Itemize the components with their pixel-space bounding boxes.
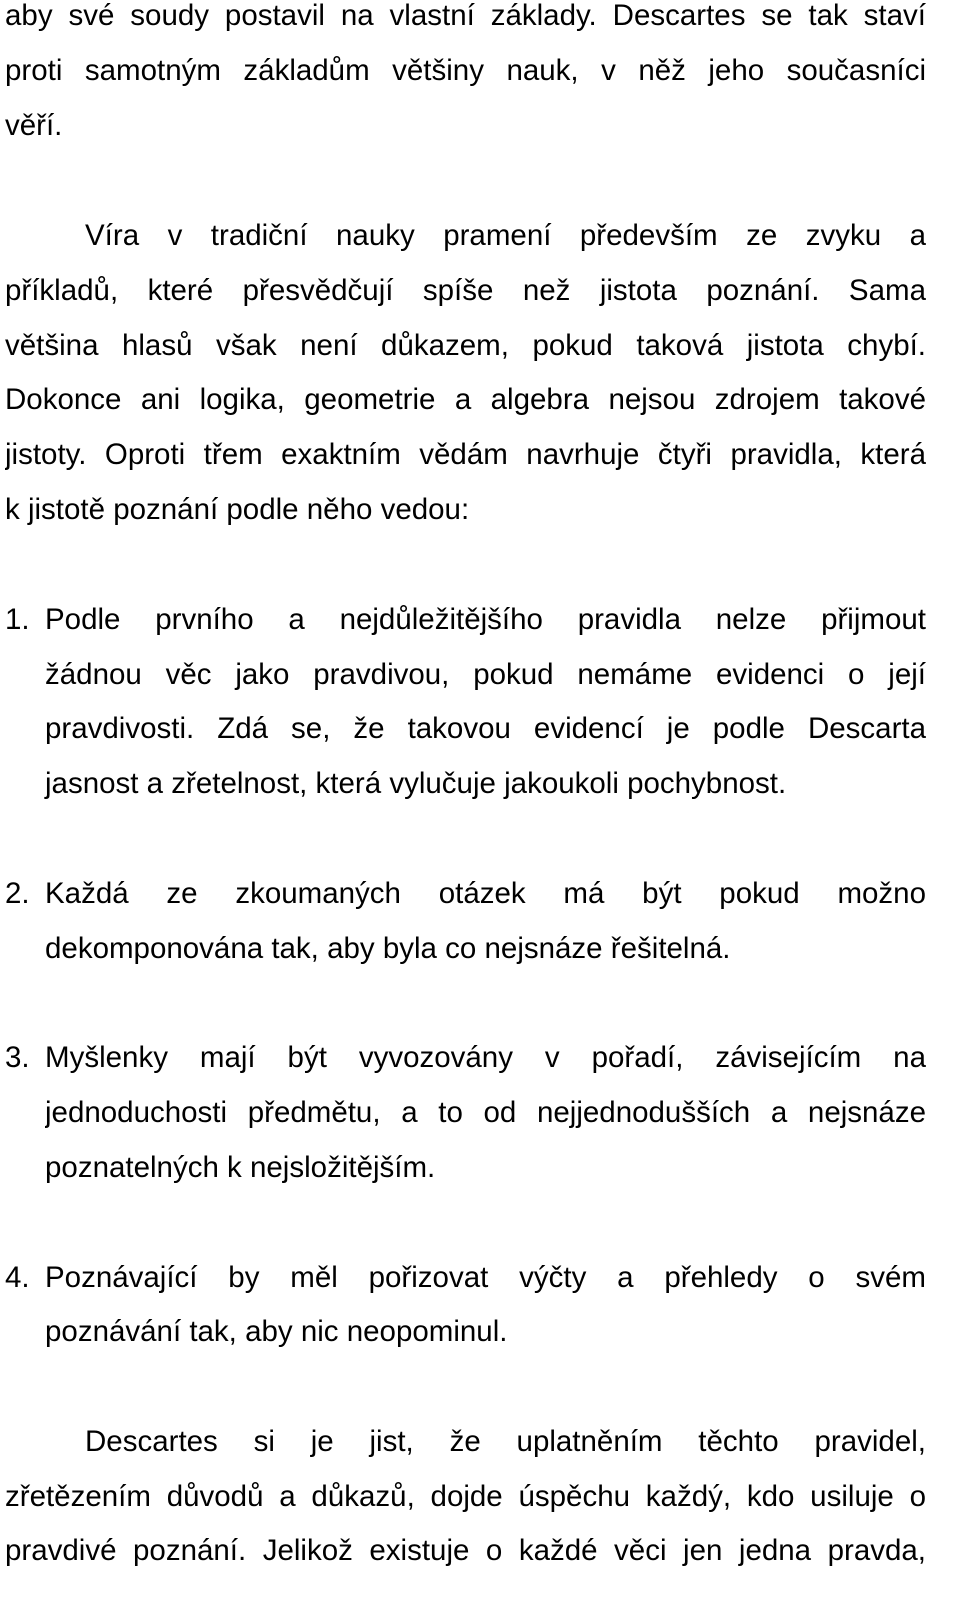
rule-number: 1.	[5, 603, 30, 636]
rule-line: Myšlenky mají být vyvozovány v pořadí, závisejícím na	[45, 1041, 926, 1074]
paragraph-line: příkladů, které přesvědčují spíše než jistota poznání. Sama	[5, 274, 926, 307]
intro-line: aby své soudy postavil na vlastní základy. Descartes se tak staví	[5, 0, 926, 32]
intro-line: věří.	[5, 109, 63, 142]
rule-line: Poznávající by měl pořizovat výčty a přehledy o svém	[45, 1261, 926, 1294]
paragraph-line: většina hlasů však není důkazem, pokud taková jistota chybí.	[5, 329, 926, 362]
intro-line: proti samotným základům většiny nauk, v něž jeho současníci	[5, 54, 926, 87]
rule-line: poznávání tak, aby nic neopominul.	[45, 1315, 508, 1348]
rule-number: 2.	[5, 877, 30, 910]
document-page	[5, 0, 926, 1621]
paragraph-line: k jistotě poznání podle něho vedou:	[5, 493, 470, 526]
rule-line: jednoduchosti předmětu, a to od nejjednodušších a nejsnáze	[45, 1096, 926, 1129]
paragraph-line: Víra v tradiční nauky pramení především ze zvyku a	[85, 219, 926, 252]
rule-line: žádnou věc jako pravdivou, pokud nemáme evidenci o její	[45, 658, 926, 691]
rule-line: Každá ze zkoumaných otázek má být pokud možno	[45, 877, 926, 910]
paragraph-line: Descartes si je jist, že uplatněním těchto pravidel,	[85, 1425, 926, 1458]
rule-line: poznatelných k nejsložitějším.	[45, 1151, 436, 1184]
rule-line: pravdivosti. Zdá se, že takovou evidencí je podle Descarta	[45, 712, 926, 745]
paragraph-line: jistoty. Oproti třem exaktním vědám navrhuje čtyři pravidla, která	[5, 438, 926, 471]
rule-line: Podle prvního a nejdůležitějšího pravidla nelze přijmout	[45, 603, 926, 636]
rule-number: 4.	[5, 1261, 30, 1294]
rule-number: 3.	[5, 1041, 30, 1074]
paragraph-line: Dokonce ani logika, geometrie a algebra nejsou zdrojem takové	[5, 383, 926, 416]
rule-line: dekomponována tak, aby byla co nejsnáze řešitelná.	[45, 932, 731, 965]
paragraph-line: pravdivé poznání. Jelikož existuje o každé věci jen jedna pravda,	[5, 1534, 926, 1567]
paragraph-line: zřetězením důvodů a důkazů, dojde úspěchu každý, kdo usiluje o	[5, 1480, 926, 1513]
rule-line: jasnost a zřetelnost, která vylučuje jakoukoli pochybnost.	[45, 767, 787, 800]
